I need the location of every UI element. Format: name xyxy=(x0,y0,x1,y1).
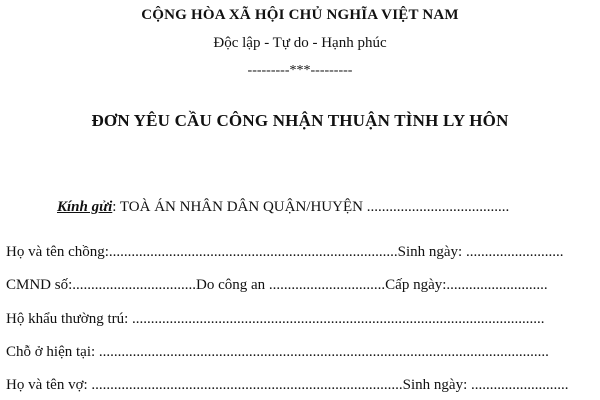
greeting-recipient: : TOÀ ÁN NHÂN DÂN QUẬN/HUYỆN ...................................... xyxy=(112,199,510,215)
wife-name-field: Họ và tên vợ: ...................................................................................Sinh ngày: .......................... xyxy=(6,378,569,393)
header-separator: ---------***--------- xyxy=(247,63,353,78)
permanent-residence-field: Hộ khẩu thường trú: .............................................................................................................. xyxy=(6,312,545,327)
greeting-label: Kính gửi xyxy=(57,199,113,215)
document-title: ĐƠN YÊU CẦU CÔNG NHẬN THUẬN TÌNH LY HÔN xyxy=(91,111,509,130)
husband-name-field: Họ và tên chồng:.............................................................................Sinh ngày: .......................... xyxy=(6,245,564,260)
nation-header: CỘNG HÒA XÃ HỘI CHỦ NGHĨA VIỆT NAM xyxy=(141,7,459,23)
greeting-line xyxy=(57,200,509,215)
current-residence-field: Chỗ ở hiện tại: ........................................................................................................................ xyxy=(6,345,549,360)
motto: Độc lập - Tự do - Hạnh phúc xyxy=(213,35,387,51)
id-card-field: CMND số:.................................Do công an ...............................Cấp ngày:........................... xyxy=(6,278,548,293)
